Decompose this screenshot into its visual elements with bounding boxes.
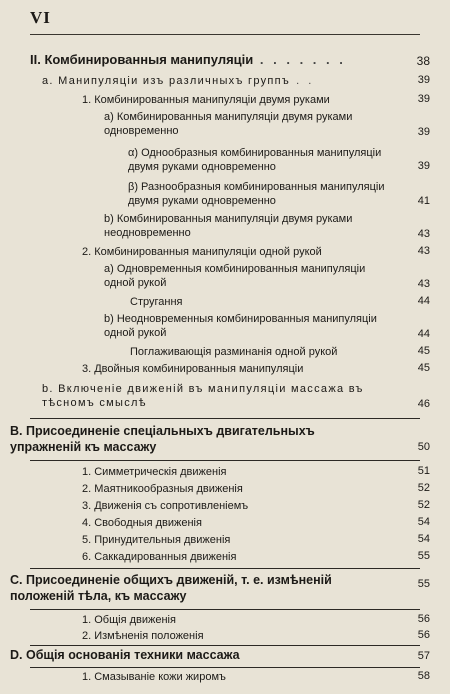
toc-page-ref: 51: [417, 465, 430, 477]
toc-page-ref: 46: [417, 398, 430, 410]
toc-entry: b. Включеніе движеній въ манипуляціи массажа въ тѣсномъ смыслѣ: [42, 383, 364, 409]
toc-entry: Стругання: [130, 296, 183, 308]
toc-page-ref: 52: [417, 499, 430, 511]
toc-page-ref: 52: [417, 482, 430, 494]
section-divider: [30, 418, 420, 419]
toc-page-ref: 54: [417, 533, 430, 545]
toc-page-ref: 39: [417, 74, 430, 86]
toc-entry: β) Разнообразныя комбинированныя манипуляціи двумя руками одновременно: [128, 181, 385, 207]
toc-page-ref: 41: [417, 195, 430, 207]
toc-entry: a. Манипуляціи изъ различныхъ группъ . .: [42, 75, 315, 87]
toc-entry: a) Одновременныя комбинированныя манипуляціи одной рукой: [104, 263, 366, 289]
toc-page-ref: 55: [417, 550, 430, 562]
toc-entry: 5. Принудительныя движенія: [82, 534, 231, 546]
header-rule: [30, 34, 420, 35]
toc-entry: 2. Маятникообразныя движенія: [82, 483, 243, 495]
toc-page-ref: 43: [417, 245, 430, 257]
toc-page-ref: 43: [417, 278, 430, 290]
toc-entry: α) Однообразныя комбинированныя манипуляціи двумя руками одновременно: [128, 147, 382, 173]
section-divider: [30, 460, 420, 461]
toc-page-ref: 57: [417, 650, 430, 662]
toc-entry: 2. Комбинированныя манипуляціи одной рукой: [82, 246, 322, 258]
section-divider: [30, 645, 420, 646]
toc-page-ref: 56: [417, 613, 430, 625]
toc-page-ref: 39: [417, 160, 430, 172]
toc-entry: 1. Комбинированныя манипуляціи двумя руками: [82, 94, 330, 106]
toc-entry: 2. Измѣненія положенія: [82, 630, 204, 642]
toc-page-ref: 56: [417, 629, 430, 641]
toc-page-ref: 55: [417, 578, 430, 590]
toc-entry: 4. Свободныя движенія: [82, 517, 202, 529]
toc-page-ref: 44: [417, 295, 430, 307]
toc-page-ref: 39: [417, 126, 430, 138]
toc-entry: 3. Движенія съ сопротивленіемъ: [82, 500, 249, 512]
section-divider: [30, 609, 420, 610]
page-number: VI: [30, 8, 51, 27]
toc-page-ref: 50: [417, 441, 430, 453]
toc-page-ref: 39: [417, 93, 430, 105]
toc-page-ref: 44: [417, 328, 430, 340]
toc-entry: b) Комбинированныя манипуляціи двумя руками неодновременно: [104, 213, 353, 239]
toc-page-ref: 54: [417, 516, 430, 528]
toc-entry: a) Комбинированныя манипуляціи двумя руками одновременно: [104, 111, 353, 137]
toc-entry: Поглаживающія разминанія одной рукой: [130, 346, 338, 358]
toc-section-heading: C. Присоединеніе общихъ движеній, т. е. измѣненій положеній тѣла, къ массажу: [10, 573, 332, 603]
toc-section-heading: B. Присоединеніе спеціальныхъ двигательныхъ упражненій къ массажу: [10, 424, 315, 454]
toc-entry: 3. Двойныя комбинированныя манипуляціи: [82, 363, 304, 375]
toc-page-ref: 43: [417, 228, 430, 240]
toc-entry: 6. Саккадированныя движенія: [82, 551, 237, 563]
toc-section-heading: II. Комбинированныя манипуляціи . . . . . . .: [30, 52, 346, 67]
toc-entry: b) Неодновременныя комбинированныя манипуляціи одной рукой: [104, 313, 377, 339]
section-divider: [30, 667, 420, 668]
toc-entry: 1. Симметрическія движенія: [82, 466, 227, 478]
toc-page-ref: 45: [417, 362, 430, 374]
toc-entry: 1. Общія движенія: [82, 614, 176, 626]
section-divider: [30, 568, 420, 569]
toc-entry: 1. Смазываніе кожи жиромъ: [82, 671, 226, 683]
toc-section-heading: D. Общія основанія техники массажа: [10, 648, 240, 662]
toc-page-ref: 38: [416, 54, 430, 68]
toc-page-ref: 45: [417, 345, 430, 357]
toc-page-ref: 58: [417, 670, 430, 682]
